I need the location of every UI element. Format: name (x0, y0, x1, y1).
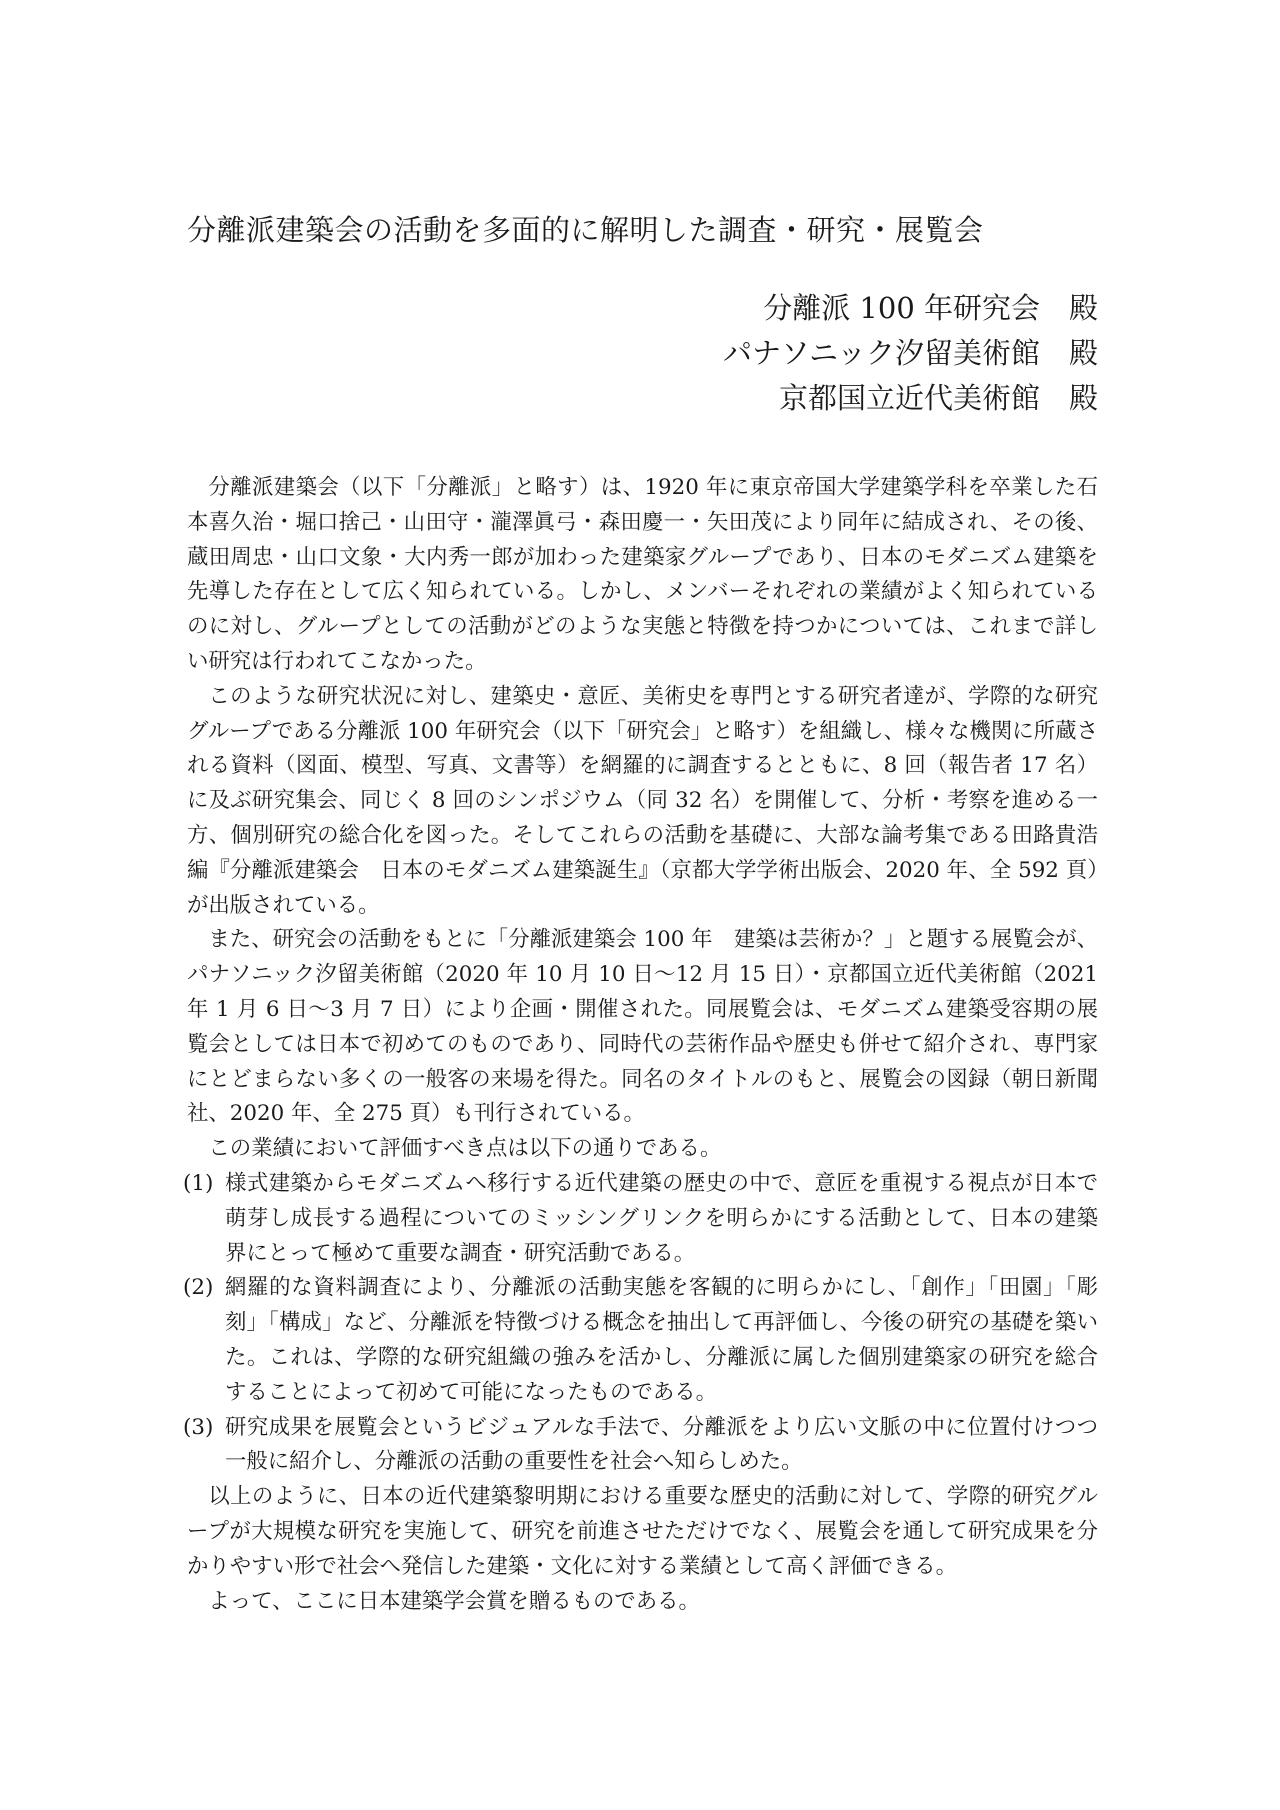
body-paragraph: 分離派建築会（以下「分離派」と略す）は、1920 年に東京帝国大学建築学科を卒業した石本喜久治・堀口捨己・山田守・瀧澤眞弓・森田慶一・矢田茂により同年に結成され、その後、蔵田周忠・山口文象・大内秀一郎が加わった建築家グループであり、日本のモダニズム建築を先導した存在として広く知られている。しかし、メンバーそれぞれの業績がよく知られているのに対し、グループとしての活動がどのような実態と特徴を持つかについては、これまで詳しい研究は行われてこなかった。 (187, 475, 1098, 674)
body-paragraph: この業績において評価すべき点は以下の通りである。 (208, 1136, 722, 1162)
item-number: (3) (183, 1414, 214, 1440)
evaluation-item (183, 1411, 1098, 1481)
item-text: 様式建築からモダニズムへ移行する近代建築の歴史の中で、意匠を重視する視点が日本で萌芽し成長する過程についてのミッシングリンクを明らかにする活動として、日本の建築界にとって極めて重要な調査・研究活動である。 (225, 1170, 1098, 1266)
document-title: 分離派建築会の活動を多面的に解明した調査・研究・展覧会 (187, 213, 984, 247)
item-number: (2) (183, 1275, 214, 1301)
item-text: 研究成果を展覧会というビジュアルな手法で、分離派をより広い文脈の中に位置付けつつ一般に紹介し、分離派の活動の重要性を社会へ知らしめた。 (225, 1414, 1098, 1475)
recipient-line: 京都国立近代美術館 殿 (778, 381, 1098, 415)
document-body (183, 471, 1098, 1619)
body-paragraph: このような研究状況に対し、建築史・意匠、美術史を専門とする研究者達が、学際的な研究グループである分離派 100 年研究会（以下「研究会」と略す）を組織し、様々な機関に所蔵される資料（図面、模型、写真、文書等）を網羅的に調査するとともに、8 回（報告者 17 名）に及ぶ研究集会、同じく 8 回のシンポジウム（同 32 名）を開催して、分析・考察を進める一方、個別研究の総合化を図った。そしてこれらの活動を基礎に、大部な論考集である田路貴浩編『分離派建築会 日本のモダニズム建築誕生』（京都大学学術出版会、2020 年、全 592 頁）が出版されている。 (187, 683, 1098, 918)
closing-paragraph: よって、ここに日本建築学会賞を贈るものである。 (208, 1588, 700, 1614)
item-number: (1) (183, 1170, 214, 1196)
closing-paragraph: 以上のように、日本の近代建築黎明期における重要な歴史的活動に対して、学際的研究グループが大規模な研究を実施して、研究を前進させただけでなく、展覧会を通して研究成果を分かりやすい形で社会へ発信した建築・文化に対する業績として高く評価できる。 (187, 1484, 1098, 1579)
evaluation-item (183, 1167, 1098, 1271)
recipient-line: パナソニック汐留美術館 殿 (723, 336, 1098, 370)
recipient-line: 分離派 100 年研究会 殿 (763, 291, 1098, 325)
item-text: 網羅的な資料調査により、分離派の活動実態を客観的に明らかにし、「創作」「田園」「彫刻」「構成」など、分離派を特徴づける概念を抽出して再評価し、今後の研究の基礎を築いた。これは、学際的な研究組織の強みを活かし、分離派に属した個別建築家の研究を総合することによって初めて可能になったものである。 (225, 1275, 1098, 1405)
evaluation-item (183, 1271, 1098, 1410)
document-page (183, 210, 1098, 1619)
recipient-block (187, 286, 1098, 421)
body-paragraph: また、研究会の活動をもとに「分離派建築会 100 年 建築は芸術か？」と題する展覧会が、パナソニック汐留美術館（2020 年 10 月 10 日〜12 月 15 日）・京都国立近代美術館（2021 年 1 月 6 日〜3 月 7 日）により企画・開催された。同展覧会は、モダニズム建築受容期の展覧会としては日本で初めてのものであり、同時代の芸術作品や歴史も併せて紹介され、専門家にとどまらない多くの一般客の来場を得た。同名のタイトルのもと、展覧会の図録（朝日新聞社、2020 年、全 275 頁）も刊行されている。 (187, 927, 1098, 1127)
evaluation-list (183, 1167, 1098, 1480)
